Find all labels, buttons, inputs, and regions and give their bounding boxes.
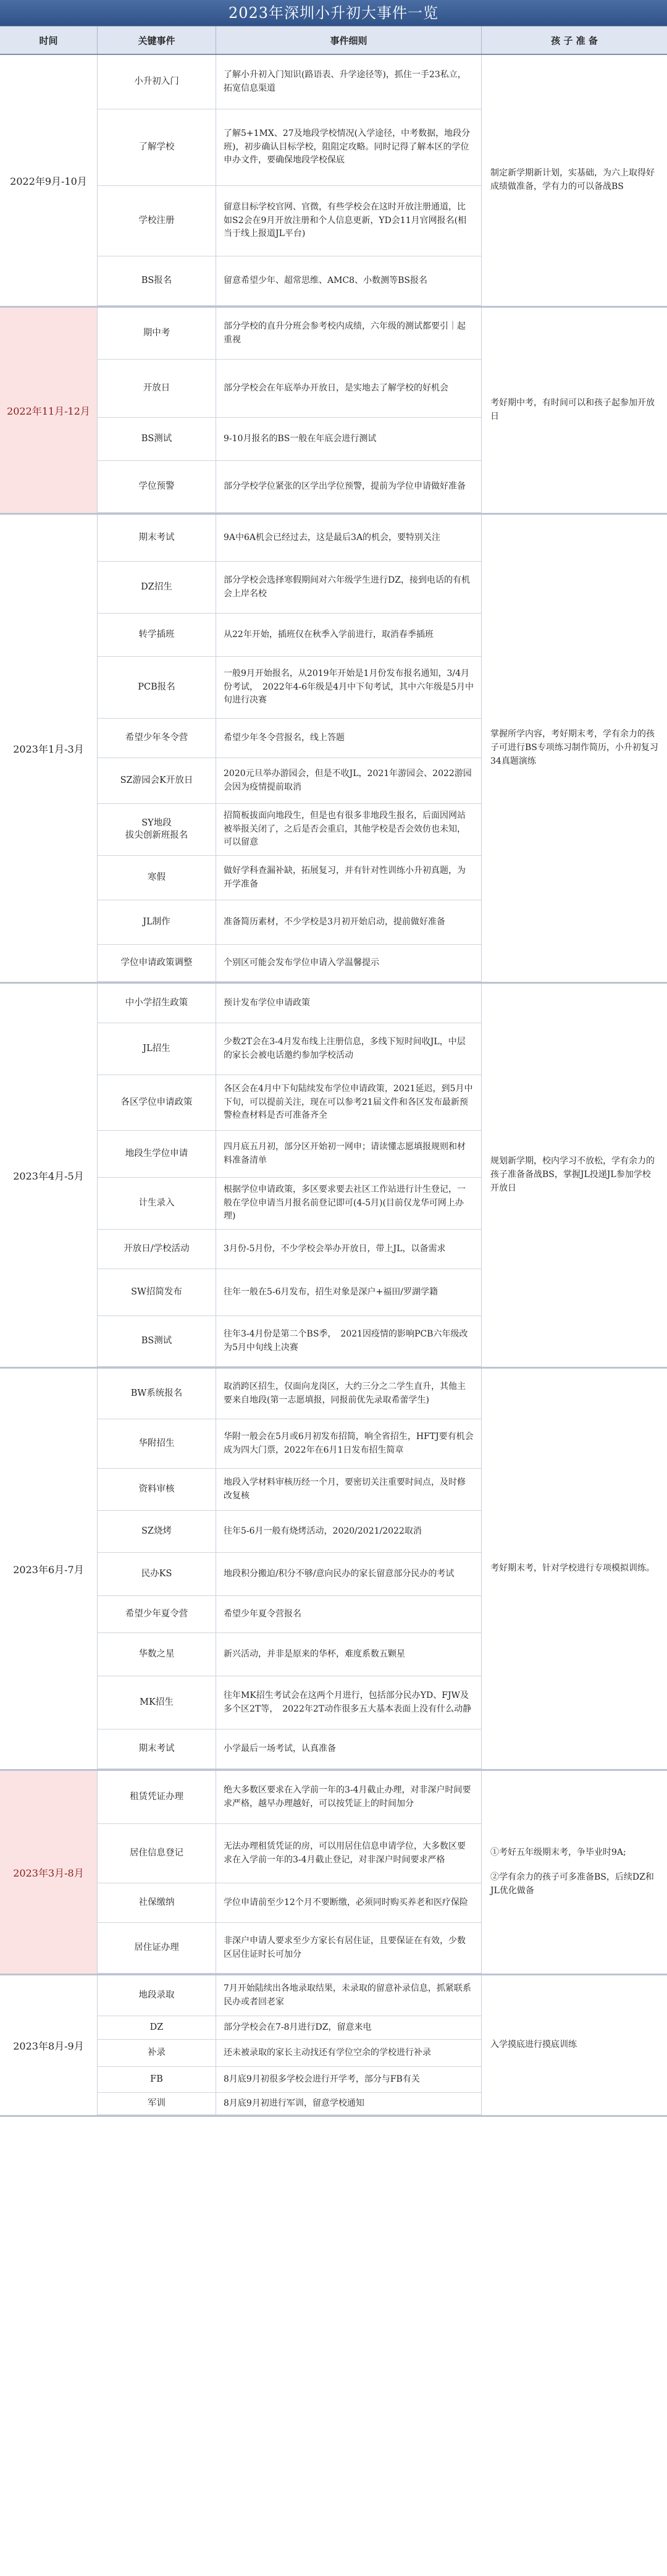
- event-cell: DZ招生: [98, 562, 216, 614]
- detail-cell: 根据学位申请政策，多区要求要去社区工作站进行计生登记，一般在学位申请当月报名前登记即可(4-5月)(目前仅龙华可网上办理): [216, 1178, 482, 1230]
- event-cell: 中小学招生政策: [98, 984, 216, 1023]
- prep-text: ①考好五年级期末考，争毕业时9A;: [490, 1848, 626, 1858]
- time-cell: 2023年3月-8月: [0, 1771, 98, 1974]
- detail-cell: 无法办理租赁凭证的房，可以用居住信息申请学位，大多数区要求在入学前一年的3-4月截止登记，对非深户时间要求严格: [216, 1824, 482, 1883]
- detail-cell: 招简板拔面向地段生，但是也有很多非地段生报名，后面因网站被举报关闭了，之后是否会重启，其他学校是否会效仿也未知，可以留意: [216, 804, 482, 856]
- event-cell: 补录: [98, 2040, 216, 2067]
- event-cell: 学校注册: [98, 186, 216, 256]
- detail-cell: 往年5-6月一般有烧烤活动，2020/2021/2022取消: [216, 1511, 482, 1553]
- detail-cell: 部分学校会在7-8月进行DZ，留意来电: [216, 2016, 482, 2040]
- table-header: [0, 26, 667, 55]
- time-section: [0, 308, 667, 515]
- event-cell: 期中考: [98, 308, 216, 360]
- event-cell: 居住证办理: [98, 1923, 216, 1974]
- event-cell: BS测试: [98, 1316, 216, 1367]
- page-title: 2023年深圳小升初大事件一览: [0, 0, 667, 26]
- detail-cell: 个别区可能会发布学位申请入学温馨提示: [216, 945, 482, 982]
- detail-cell: 9A中6A机会已经过去，这是最后3A的机会，要特别关注: [216, 515, 482, 562]
- detail-cell: 四月底五月初，部分区开始初一网申；请读懂志愿填报规则和材料准备清单: [216, 1131, 482, 1178]
- prep-cell: [482, 1369, 667, 1769]
- time-section: [0, 55, 667, 308]
- event-cell: 期末考试: [98, 1729, 216, 1769]
- time-cell: 2022年9月-10月: [0, 55, 98, 306]
- header-detail: 事件细则: [216, 27, 482, 54]
- prep-cell: [482, 984, 667, 1367]
- detail-cell: 学位申请前至少12个月不要断缴，必须同时购买养老和医疗保险: [216, 1883, 482, 1923]
- event-cell: 了解学校: [98, 109, 216, 186]
- event-cell: 开放日: [98, 360, 216, 418]
- prep-text: ②学有余力的孩子可多准备BS，后续DZ和JL优化做备: [490, 1872, 654, 1896]
- event-cell: 转学插班: [98, 614, 216, 657]
- event-cell: 小升初入门: [98, 55, 216, 109]
- event-cell: 华数之星: [98, 1633, 216, 1676]
- detail-cell: 往年MK招生考试会在这两个月进行，包括部分民办YD、FJW及多个区2T等， 2022年2T动作很多五大基本表面上没有什么动静: [216, 1676, 482, 1729]
- event-cell: BW系统报名: [98, 1369, 216, 1419]
- detail-cell: 往年3-4月份是第二个BS季， 2021因疫情的影响PCB六年级改为5月中旬线上决赛: [216, 1316, 482, 1367]
- detail-cell: 7月开始陆续出各地录取结果，未录取的留意补录信息，抓紧联系民办或者回老家: [216, 1975, 482, 2016]
- detail-cell: 小学最后一场考试，认真准备: [216, 1729, 482, 1769]
- event-cell: DZ: [98, 2016, 216, 2040]
- detail-cell: 部分学校会在年底举办开放日，是实地去了解学校的好机会: [216, 360, 482, 418]
- event-cell: 社保缴纳: [98, 1883, 216, 1923]
- prep-text: 考好期中考，有时间可以和孩子起参加开放日: [490, 398, 655, 421]
- event-cell: MK招生: [98, 1676, 216, 1729]
- detail-cell: 9-10月报名的BS一般在年底会进行测试: [216, 418, 482, 461]
- event-cell: 计生录入: [98, 1178, 216, 1230]
- event-cell: SY地段 拔尖创新班报名: [98, 804, 216, 856]
- event-cell: PCB报名: [98, 657, 216, 719]
- event-cell: 开放日/学校活动: [98, 1230, 216, 1269]
- prep-text: 掌握所学内容，考好期末考，学有余力的孩子可进行BS专项练习制作简历，小升初复习34真题演练: [490, 729, 658, 766]
- detail-cell: 绝大多数区要求在入学前一年的3-4月截止办理，对非深户时间要求严格，越早办理越好，可以按凭证上的时间加分: [216, 1771, 482, 1824]
- detail-cell: 准备简历素材，不少学校是3月初开始启动，提前做好准备: [216, 900, 482, 945]
- detail-cell: 3月份-5月份，不少学校会举办开放日，带上JL，以备需求: [216, 1230, 482, 1269]
- detail-cell: 地段积分搬迫/积分不够/意向民办的家长留意部分民办的考试: [216, 1553, 482, 1596]
- event-cell: 学位预警: [98, 461, 216, 513]
- detail-cell: 希望少年冬令营报名，线上答题: [216, 719, 482, 758]
- detail-cell: 留意希望少年、超常思维、AMC8、小数测等BS报名: [216, 256, 482, 306]
- header-time: 时间: [0, 27, 98, 54]
- event-cell: BS测试: [98, 418, 216, 461]
- time-section: [0, 515, 667, 984]
- detail-cell: 一般9月开始报名，从2019年开始是1月份发布报名通知，3/4月份考试， 2022年4-6年级是4月中下旬考试，其中六年级是5月中旬进行决赛: [216, 657, 482, 719]
- detail-cell: 非深户申请人要求至少方家长有居住证，且要保证在有效，少数区居住证时长可加分: [216, 1923, 482, 1974]
- detail-cell: 取消跨区招生，仅面向龙岗区，大约三分之二学生直升，其他主要来自地段(第一志愿填报，同报前优先录取希蕾学生): [216, 1369, 482, 1419]
- detail-cell: 从22年开始，插班仅在秋季入学前进行，取消春季插班: [216, 614, 482, 657]
- time-cell: 2023年6月-7月: [0, 1369, 98, 1769]
- detail-cell: 往年一般在5-6月发布，招生对象是深户+福田/罗湖学籍: [216, 1269, 482, 1316]
- detail-cell: 了解小升初入门知识(路语表、升学途径等)，抓住一手23私立，拓宽信息渠道: [216, 55, 482, 109]
- event-cell: 军训: [98, 2093, 216, 2115]
- event-cell: 希望少年夏令营: [98, 1596, 216, 1633]
- prep-text: 考好期末考，针对学校进行专项模拟训练。: [490, 1563, 655, 1574]
- detail-cell: 8月底9月初进行军训，留意学校通知: [216, 2093, 482, 2115]
- event-cell: SZ游园会K开放日: [98, 758, 216, 804]
- detail-cell: 8月底9月初很多学校会进行开学考，部分与FB有关: [216, 2067, 482, 2093]
- event-cell: 各区学位申请政策: [98, 1075, 216, 1131]
- detail-cell: 新兴活动，并非是原来的华杯，难度系数五颗星: [216, 1633, 482, 1676]
- detail-cell: 华附一般会在5月或6月初发布招简，响全省招生，HFTJ要有机会成为四大门票，2022年在6月1日发布招生简章: [216, 1419, 482, 1469]
- detail-cell: 2020元旦举办游园会，但是不收JL，2021年游园会、2022游园会因为疫情提前取消: [216, 758, 482, 804]
- detail-cell: 各区会在4月中下旬陆续发布学位申请政策，2021延迟，到5月中下旬，可以提前关注，现在可以参考21届文件和各区发布最新预警检查材料是否可准备齐全: [216, 1075, 482, 1131]
- prep-cell: [482, 308, 667, 513]
- event-cell: 民办KS: [98, 1553, 216, 1596]
- time-section: [0, 1771, 667, 1975]
- time-section: [0, 984, 667, 1369]
- time-cell: 2023年1月-3月: [0, 515, 98, 982]
- detail-cell: 部分学校学位紧张的区学出学位预警，提前为学位申请做好准备: [216, 461, 482, 513]
- time-cell: 2023年8月-9月: [0, 1975, 98, 2115]
- event-cell: SZ烧烤: [98, 1511, 216, 1553]
- event-cell: 地段生学位申请: [98, 1131, 216, 1178]
- header-prep: 孩 子 准 备: [551, 35, 598, 46]
- time-section: [0, 1975, 667, 2117]
- detail-cell: 少数2T会在3-4月发布线上注册信息，多线下短时间收JL，中层的家长会被电话邀约参加学校活动: [216, 1023, 482, 1075]
- event-cell: 地段录取: [98, 1975, 216, 2016]
- event-cell: 寒假: [98, 856, 216, 900]
- detail-cell: 了解5+1MX、27及地段学校情况(入学途径，中考数据，地段分班)，初步确认目标学校，阻阻定攻略。同时记得了解本区的学位申办文件，要确保地段学校保底: [216, 109, 482, 186]
- detail-cell: 部分学校的直升分班会参考校内成绩，六年级的测试都要引｜起重视: [216, 308, 482, 360]
- prep-text: 制定新学期新计划，实基础，为六上取得好成绩做准备，学有力的可以备战BS: [490, 168, 655, 192]
- detail-cell: 做好学科查漏补缺，拓展复习，并有针对性训练小升初真题，为开学准备: [216, 856, 482, 900]
- time-section: [0, 1369, 667, 1771]
- detail-cell: 地段入学材料审核历经一个月，要密切关注重要时间点，及时修改复核: [216, 1469, 482, 1511]
- time-cell: 2022年11月-12月: [0, 308, 98, 513]
- event-cell: 学位申请政策调整: [98, 945, 216, 982]
- event-cell: SW招简发布: [98, 1269, 216, 1316]
- event-cell: 希望少年冬令营: [98, 719, 216, 758]
- event-cell: BS报名: [98, 256, 216, 306]
- event-cell: JL制作: [98, 900, 216, 945]
- event-cell: 居住信息登记: [98, 1824, 216, 1883]
- prep-cell: [482, 1771, 667, 1974]
- detail-cell: 预计发布学位申请政策: [216, 984, 482, 1023]
- prep-cell: [482, 1975, 667, 2115]
- prep-cell: [482, 55, 667, 306]
- event-cell: FB: [98, 2067, 216, 2093]
- detail-cell: 部分学校会选择寒假期间对六年级学生进行DZ，接到电话的有机会上岸名校: [216, 562, 482, 614]
- event-cell: 期末考试: [98, 515, 216, 562]
- detail-cell: 留意目标学校官网、官微，有些学校会在这时开放注册通道，比如S2会在9月开放注册和个人信息更新，YD会11月官网报名(相当于线上报道JL平台): [216, 186, 482, 256]
- event-cell: 资料审核: [98, 1469, 216, 1511]
- prep-cell: [482, 515, 667, 982]
- event-cell: JL招生: [98, 1023, 216, 1075]
- event-cell: 华附招生: [98, 1419, 216, 1469]
- time-cell: 2023年4月-5月: [0, 984, 98, 1367]
- table-body: [0, 55, 667, 2117]
- header-event: 关键事件: [98, 27, 216, 54]
- event-cell: 租赁凭证办理: [98, 1771, 216, 1824]
- prep-text: 规划新学期，校内学习不放松，学有余力的孩子准备备战BS，掌握JL投递JL参加学校开放日: [490, 1156, 655, 1193]
- detail-cell: 还未被录取的家长主动找还有学位空余的学校进行补录: [216, 2040, 482, 2067]
- detail-cell: 希望少年夏令营报名: [216, 1596, 482, 1633]
- prep-text: 入学摸底进行摸底训练: [490, 2040, 577, 2050]
